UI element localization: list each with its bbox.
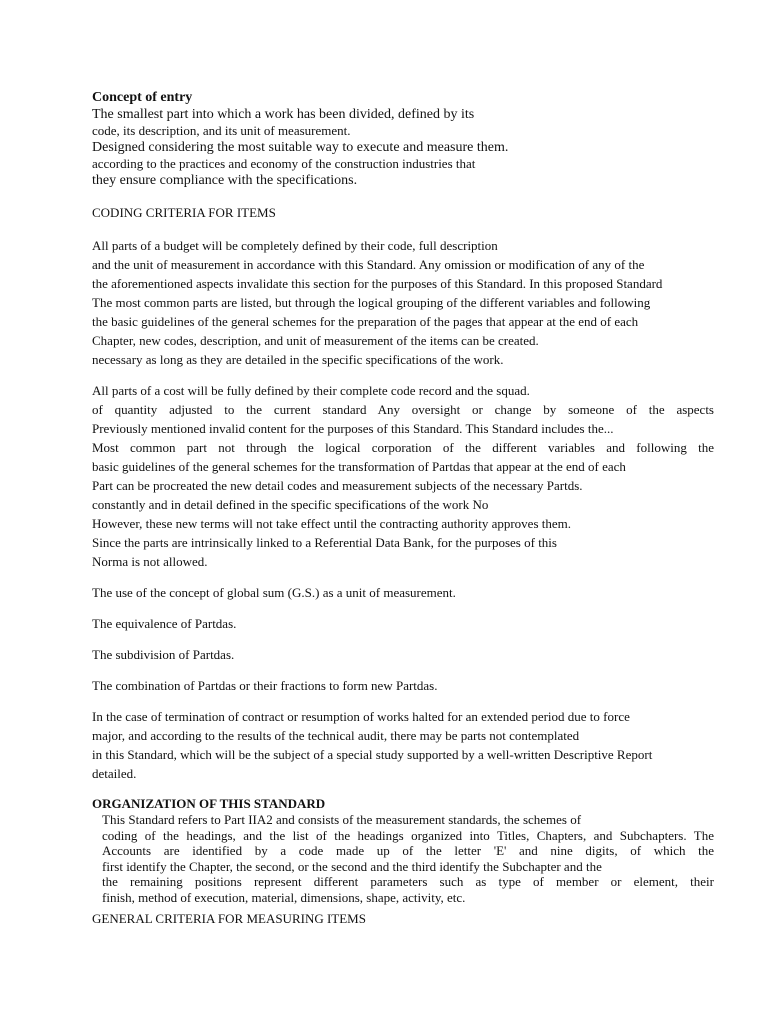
paragraph-line: and the unit of measurement in accordance with this Standard. Any omission or modification of any of the <box>92 257 645 272</box>
concept-line: code, its description, and its unit of measurement. <box>92 123 351 138</box>
criteria-item: The subdivision of Partdas. <box>92 647 235 662</box>
paragraph-line: In the case of termination of contract or resumption of works halted for an extended period due to force <box>92 709 630 724</box>
paragraph-line: All parts of a cost will be fully defined by their complete code record and the squad. <box>92 383 530 398</box>
paragraph-line: Norma is not allowed. <box>92 554 208 569</box>
paragraph-line: The most common parts are listed, but through the logical grouping of the different variables and following <box>92 295 651 310</box>
paragraph-line: the basic guidelines of the general schemes for the preparation of the pages that appear at the end of each <box>92 314 639 329</box>
paragraph-line: Chapter, new codes, description, and unit of measurement of the items can be created. <box>92 333 539 348</box>
concept-line: The smallest part into which a work has been divided, defined by its <box>92 106 475 122</box>
paragraph-line: Since the parts are intrinsically linked to a Referential Data Bank, for the purposes of this <box>92 535 557 550</box>
paragraph-line: This Standard refers to Part IIA2 and consists of the measurement standards, the schemes of <box>102 812 582 827</box>
concept-section <box>92 90 714 189</box>
paragraph-line: in this Standard, which will be the subject of a special study supported by a well-written Descriptive Report <box>92 747 653 762</box>
paragraph-line: detailed. <box>92 766 137 781</box>
coding-paragraph-3 <box>92 707 714 783</box>
criteria-item: The use of the concept of global sum (G.S.) as a unit of measurement. <box>92 585 456 600</box>
paragraph-line: Accounts are identified by a code made up of the letter 'E' and nine digits, of which the <box>102 843 714 858</box>
paragraph-line: Part can be procreated the new detail codes and measurement subjects of the necessary Partds. <box>92 478 583 493</box>
concept-line: they ensure compliance with the specifications. <box>92 172 358 188</box>
coding-paragraph-1 <box>92 236 714 369</box>
concept-title: Concept of entry <box>92 90 193 105</box>
paragraph-line: the aforementioned aspects invalidate this section for the purposes of this Standard. In this proposed Standard <box>92 276 663 291</box>
criteria-item: The equivalence of Partdas. <box>92 616 237 631</box>
general-criteria-title: GENERAL CRITERIA FOR MEASURING ITEMS <box>92 911 366 926</box>
paragraph-line: finish, method of execution, material, dimensions, shape, activity, etc. <box>102 889 466 905</box>
paragraph-line: of quantity adjusted to the current standard Any oversight or change by someone of the aspects <box>92 402 714 417</box>
organization-paragraph <box>92 812 714 905</box>
paragraph-line: coding of the headings, and the list of the headings organized into Titles, Chapters, and Subchapters. The <box>102 827 714 843</box>
paragraph-line: However, these new terms will not take effect until the contracting authority approves them. <box>92 516 572 531</box>
paragraph-line: necessary as long as they are detailed in the specific specifications of the work. <box>92 352 504 367</box>
document-page <box>92 90 714 928</box>
paragraph-line: major, and according to the results of the technical audit, there may be parts not contemplated <box>92 728 580 743</box>
paragraph-line: Most common part not through the logical corporation of the different variables and following the <box>92 440 714 455</box>
coding-criteria-title: CODING CRITERIA FOR ITEMS <box>92 205 276 220</box>
paragraph-line: constantly and in detail defined in the specific specifications of the work No <box>92 497 489 512</box>
coding-paragraph-2 <box>92 381 714 571</box>
organization-title: ORGANIZATION OF THIS STANDARD <box>92 796 326 811</box>
criteria-item: The combination of Partdas or their fractions to form new Partdas. <box>92 678 438 693</box>
paragraph-line: first identify the Chapter, the second, or the second and the third identify the Subchapter and the <box>102 858 602 874</box>
paragraph-line: basic guidelines of the general schemes for the transformation of Partdas that appear at the end of each <box>92 459 626 474</box>
paragraph-line: All parts of a budget will be completely defined by their code, full description <box>92 238 498 253</box>
paragraph-line: Previously mentioned invalid content for the purposes of this Standard. This Standard includes the... <box>92 421 614 436</box>
concept-line: Designed considering the most suitable way to execute and measure them. <box>92 139 509 155</box>
paragraph-line: the remaining positions represent different parameters such as type of member or element, their <box>102 874 714 889</box>
concept-line: according to the practices and economy of the construction industries that <box>92 156 476 171</box>
